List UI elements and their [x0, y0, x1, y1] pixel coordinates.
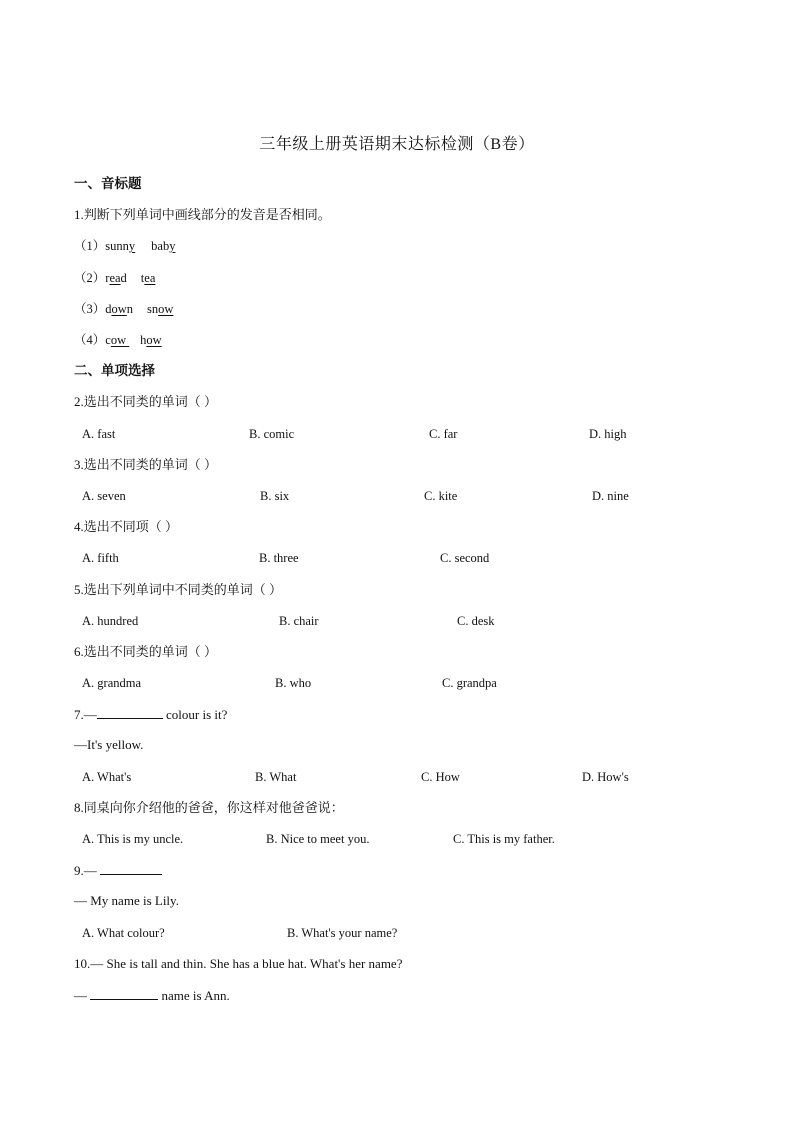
- q3-option-b[interactable]: B. six: [260, 489, 290, 503]
- q1-item-4: [74, 332, 162, 348]
- word-sunny: sunny: [105, 239, 136, 253]
- question-7-reply: —It's yellow.: [74, 737, 144, 752]
- q9-option-b[interactable]: B. What's your name?: [287, 926, 398, 940]
- page-title: 三年级上册英语期末达标检测（B卷）: [259, 136, 535, 153]
- word-cow: cow: [105, 333, 127, 347]
- q3-option-a[interactable]: A. seven: [82, 489, 126, 503]
- q1-item-1: [74, 238, 175, 254]
- item-number: （3）: [74, 302, 106, 316]
- section-heading-multiple-choice: 二、单项选择: [74, 363, 155, 379]
- q6-option-a[interactable]: A. grandma: [82, 676, 142, 690]
- word-tea: tea: [140, 271, 156, 285]
- answer-blank[interactable]: [97, 706, 163, 719]
- q9-option-a[interactable]: A. What colour?: [82, 926, 165, 940]
- q4-option-c[interactable]: C. second: [440, 551, 490, 565]
- word-down: down: [105, 302, 134, 316]
- question-5-stem: 5.选出下列单词中不同类的单词（ ）: [74, 582, 283, 597]
- word-baby: baby: [151, 239, 176, 253]
- q7-option-d[interactable]: D. How's: [582, 770, 629, 784]
- answer-blank[interactable]: [100, 862, 162, 875]
- question-7-stem: 7.— colour is it?: [74, 707, 228, 722]
- q3-option-c[interactable]: C. kite: [424, 489, 458, 503]
- q2-option-d[interactable]: D. high: [589, 427, 627, 441]
- question-4-stem: 4.选出不同项（ ）: [74, 519, 179, 534]
- answer-blank[interactable]: [90, 987, 158, 1000]
- question-8-stem: 8.同桌向你介绍他的爸爸，你这样对他爸爸说：: [74, 800, 344, 815]
- question-9-reply: — My name is Lily.: [74, 893, 179, 908]
- question-6-stem: 6.选出不同类的单词（ ）: [74, 644, 218, 659]
- question-3-stem: 3.选出不同类的单词（ ）: [74, 457, 218, 472]
- q2-option-c[interactable]: C. far: [429, 427, 458, 441]
- q7-option-a[interactable]: A. What's: [82, 770, 132, 784]
- question-10-stem: 10.— She is tall and thin. She has a blue hat. What's her name?: [74, 956, 403, 971]
- q8-option-b[interactable]: B. Nice to meet you.: [266, 832, 370, 846]
- item-number: （2）: [74, 271, 106, 285]
- q1-item-3: [74, 301, 173, 317]
- word-snow: snow: [147, 302, 174, 316]
- q2-option-b[interactable]: B. comic: [249, 427, 295, 441]
- q8-option-c[interactable]: C. This is my father.: [453, 832, 555, 846]
- q5-option-c[interactable]: C. desk: [457, 614, 495, 628]
- q5-option-b[interactable]: B. chair: [279, 614, 319, 628]
- q6-option-c[interactable]: C. grandpa: [442, 676, 497, 690]
- q3-option-d[interactable]: D. nine: [592, 489, 629, 503]
- q7-option-b[interactable]: B. What: [255, 770, 297, 784]
- q8-option-a[interactable]: A. This is my uncle.: [82, 832, 184, 846]
- section-heading-phonics: 一、音标题: [74, 176, 142, 192]
- q1-item-2: [74, 270, 155, 286]
- q4-option-a[interactable]: A. fifth: [82, 551, 119, 565]
- item-number: （1）: [74, 239, 106, 253]
- question-2-stem: 2.选出不同类的单词（ ）: [74, 394, 218, 409]
- question-9-stem: 9.—: [74, 862, 162, 879]
- item-number: （4）: [74, 333, 106, 347]
- q4-option-b[interactable]: B. three: [259, 551, 299, 565]
- q2-option-a[interactable]: A. fast: [82, 427, 116, 441]
- word-read: read: [105, 271, 127, 285]
- q6-option-b[interactable]: B. who: [275, 676, 312, 690]
- word-how: how: [140, 333, 162, 347]
- q7-option-c[interactable]: C. How: [421, 770, 460, 784]
- question-1-stem: 1.判断下列单词中画线部分的发音是否相同。: [74, 207, 331, 222]
- question-10-reply: — name is Ann.: [74, 988, 230, 1003]
- q5-option-a[interactable]: A. hundred: [82, 614, 139, 628]
